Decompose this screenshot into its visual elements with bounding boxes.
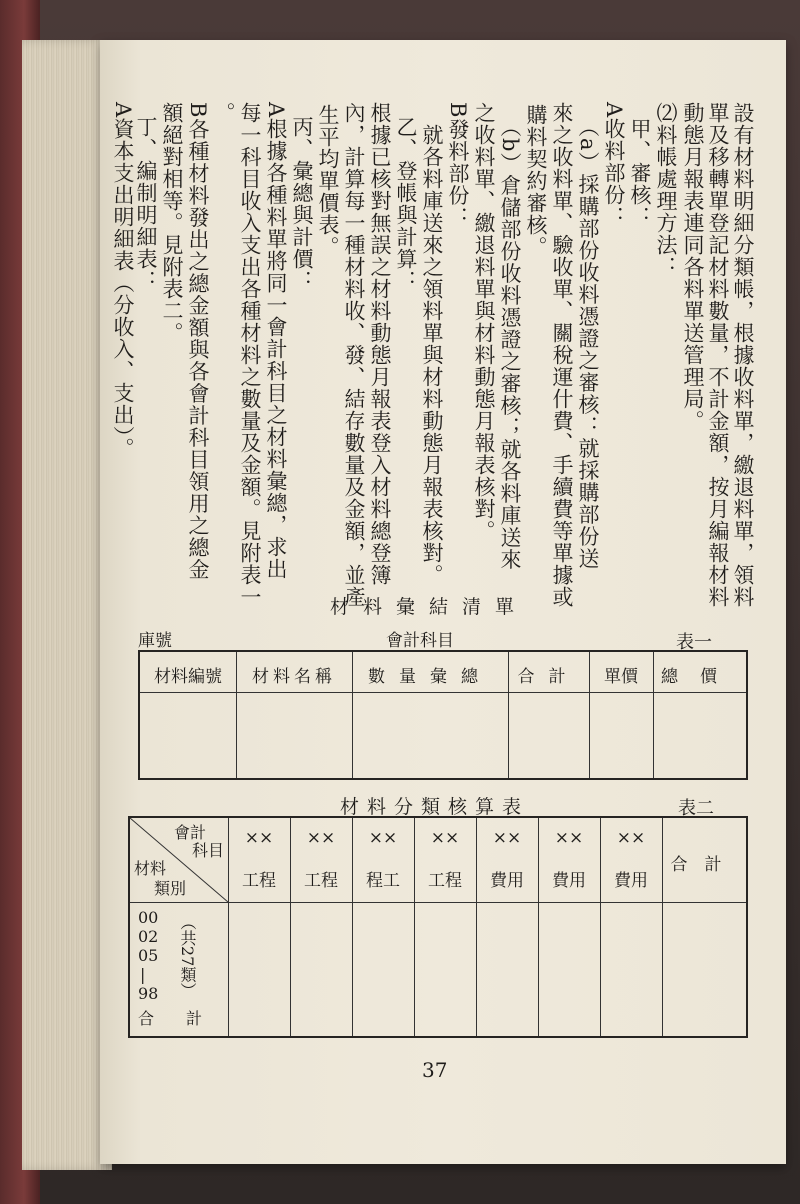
warehouse-field bbox=[138, 626, 290, 651]
corner-account: 會計 bbox=[174, 823, 207, 842]
row-code-05: 05 bbox=[138, 946, 159, 965]
text-column-8: 來之收料單、驗收單、關稅運什費、手續費等單據或 bbox=[550, 102, 574, 608]
account-field bbox=[386, 626, 580, 651]
account-mark-3: ×× bbox=[368, 828, 398, 848]
account-label: 會計科目 bbox=[386, 631, 454, 651]
text-column-10: （b）倉儲部份收料憑證之審核；就各料庫送來 bbox=[498, 116, 522, 571]
text-column-19: A根據各種料單將同一會計科目之材料彙總，求出 bbox=[264, 102, 288, 581]
account-mark-6: ×× bbox=[554, 828, 584, 848]
account-mark-7: ×× bbox=[616, 828, 646, 848]
text-column-5: 甲、審核： bbox=[628, 118, 652, 228]
corner-material: 材料 bbox=[134, 859, 167, 878]
row-code-98: 98 bbox=[138, 984, 159, 1003]
col-material-code: 材料編號 bbox=[154, 667, 222, 687]
row-total: 合 計 bbox=[138, 1009, 203, 1028]
text-column-25: A資本支出明細表（分收入、支出）。 bbox=[111, 102, 135, 460]
text-column-21: 。 bbox=[212, 102, 236, 124]
corner-subject: 科目 bbox=[192, 841, 225, 860]
table2-divider-3 bbox=[352, 818, 353, 1036]
text-column-24: 丁、編制明細表： bbox=[134, 116, 158, 292]
col-material-name: 材料名稱 bbox=[252, 667, 336, 687]
col-total-price: 總價 bbox=[661, 667, 739, 687]
text-column-2: 單及移轉單登記材料數量，不計金額，按月編報材料 bbox=[706, 102, 730, 608]
account-mark-4: ×× bbox=[430, 828, 460, 848]
table2-divider-2 bbox=[290, 818, 291, 1036]
text-column-1: 設有材料明細分類帳，根據收料單，繳退料單，領料 bbox=[731, 102, 755, 608]
table1-title: 材料彙結清單 bbox=[330, 596, 529, 618]
account-mark-2: ×× bbox=[306, 828, 336, 848]
row-codes bbox=[138, 908, 158, 1003]
col-grand-total: 合 計 bbox=[670, 855, 722, 875]
table2-divider-4 bbox=[414, 818, 415, 1036]
warehouse-label: 庫號 bbox=[138, 631, 172, 651]
text-column-20: 每一科目收入支出各種材料之數量及金額。見附表一 bbox=[238, 102, 262, 608]
table1-number: 表一 bbox=[676, 632, 712, 653]
text-column-14: 乙、登帳與計算： bbox=[394, 116, 418, 292]
account-mark-5: ×× bbox=[492, 828, 522, 848]
table2-number: 表二 bbox=[678, 798, 714, 819]
row-code-range: | bbox=[140, 965, 146, 984]
table2-divider-7 bbox=[600, 818, 601, 1036]
text-column-12: B發料部份： bbox=[446, 102, 470, 229]
text-column-23: 額絕對相等。見附表二。 bbox=[160, 102, 184, 344]
account-mark-1: ×× bbox=[244, 828, 274, 848]
text-column-3: 動態月報表連同各料單送管理局。 bbox=[681, 102, 705, 432]
table1 bbox=[138, 650, 748, 780]
col-unit-price: 單價 bbox=[604, 667, 638, 687]
text-column-16: 內，計算每一種材料收、發、結存數量及金額，並產 bbox=[342, 102, 366, 608]
table2-divider-6 bbox=[538, 818, 539, 1036]
account-name-2: 工程 bbox=[304, 871, 338, 891]
text-column-9: 購料契約審核。 bbox=[524, 104, 548, 258]
text-column-7: （a）採購部份收料憑證之審核：就採購部份送 bbox=[576, 116, 600, 570]
text-column-18: 丙、彙總與計價： bbox=[290, 116, 314, 292]
corner-category: 類別 bbox=[154, 879, 187, 898]
account-name-7: 費用 bbox=[614, 871, 648, 891]
text-column-4: ⑵料帳處理方法： bbox=[654, 102, 678, 278]
text-column-11: 之收料單、繳退料單與材料動態月報表核對。 bbox=[472, 102, 496, 542]
page-edges bbox=[22, 40, 112, 1170]
text-column-22: B各種材料發出之總金額與各會計科目領用之總金 bbox=[186, 102, 210, 581]
row-code-00: 00 bbox=[138, 908, 159, 927]
table2-divider-5 bbox=[476, 818, 477, 1036]
row-code-02: 02 bbox=[138, 927, 159, 946]
book-page bbox=[100, 40, 786, 1164]
text-column-6: A收料部份： bbox=[602, 102, 626, 229]
account-name-4: 工程 bbox=[428, 871, 462, 891]
page-number: 37 bbox=[422, 1058, 448, 1082]
col-subtotal: 合計 bbox=[517, 667, 580, 687]
account-name-6: 費用 bbox=[552, 871, 586, 891]
row-note: （共27類） bbox=[178, 914, 197, 999]
text-column-15: 根據已核對無誤之材料動態月報表登入材料總登簿 bbox=[368, 102, 392, 586]
table2 bbox=[128, 816, 748, 1038]
col-quantity-summary: 數量彙總 bbox=[368, 667, 492, 687]
account-name-3: 程工 bbox=[366, 871, 400, 891]
text-column-17: 生平均單價表。 bbox=[316, 104, 340, 258]
text-column-13: 就各料庫送來之領料單與材料動態月報表核對。 bbox=[420, 124, 444, 586]
account-name-1: 工程 bbox=[242, 871, 276, 891]
table2-divider-1 bbox=[228, 818, 229, 1036]
table2-title: 材料分類核算表 bbox=[340, 796, 530, 818]
account-name-5: 費用 bbox=[490, 871, 524, 891]
